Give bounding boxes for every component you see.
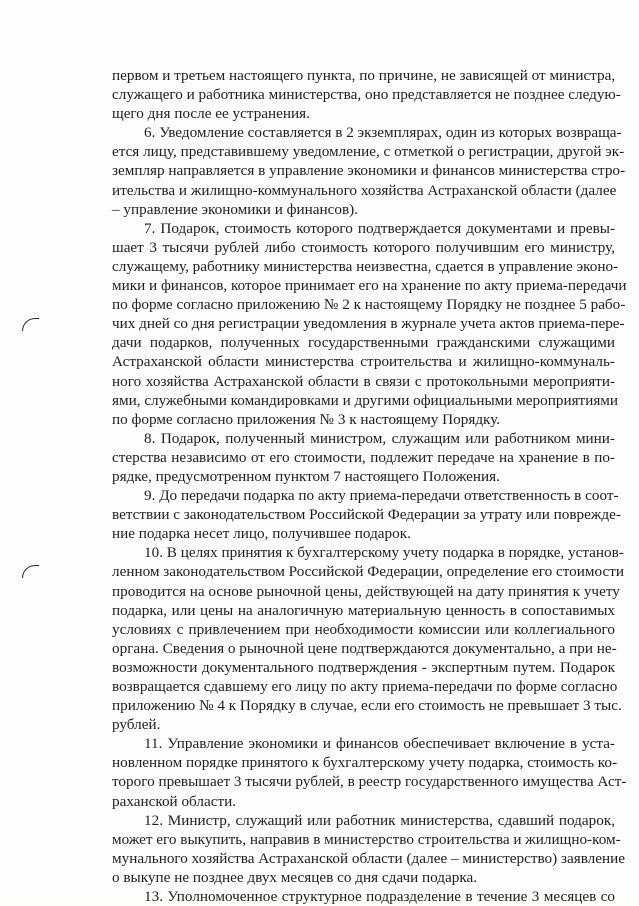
text-line: чих дней со дня регистрации уведомления в журнале учета актов приема-пере-: [112, 315, 625, 333]
punch-hole-mark-bottom: [22, 565, 39, 578]
text-line: рядке, предусмотренном пунктом 7 настоящего Положения.: [112, 467, 500, 485]
paragraph: [112, 429, 615, 486]
paragraph: [112, 486, 621, 543]
text-line: ленном законодательством Российской Федерации, определение его стоимости: [112, 563, 624, 581]
text-line: раханской области.: [112, 792, 237, 810]
paragraph: [112, 219, 627, 429]
paragraph: [112, 123, 626, 218]
text-line: подарка, или цены на аналогичную материальную ценность в сопоставимых: [112, 601, 615, 619]
text-line: рублей.: [112, 716, 161, 734]
paragraph: [112, 887, 615, 906]
text-line: ветствии с законодательством Российской Федерации за утрату или поврежде-: [112, 506, 621, 524]
text-line: возможности документального подтверждения - экспертным путем. Подарок: [112, 658, 615, 676]
text-line: 10. В целях принятия к бухгалтерскому учету подарка в порядке, установ-: [144, 544, 624, 562]
text-line: по форме согласно приложения № 3 к настоящему Порядку.: [112, 410, 501, 428]
text-line: 11. Управление экономики и финансов обеспечивает включение в уста-: [144, 735, 615, 753]
text-line: торого превышает 3 тысячи рублей, в реестр государственного имущества Аст-: [112, 773, 627, 791]
text-line: первом и третьем настоящего пункта, по причине, не зависящей от министра,: [112, 67, 616, 84]
text-line: проводится на основе рыночной цены, действующей на дату принятия к учету: [112, 582, 620, 600]
text-line: служащему, работнику министерства неизвестна, сдается в управление эконо-: [112, 257, 619, 275]
paragraph: [112, 734, 627, 810]
text-line: стерства независимо от его стоимости, подлежит передаче на хранение в по-: [112, 448, 615, 466]
paragraph: [112, 543, 624, 734]
text-line: ями, служебными командировками и другими официальными мероприятиями: [112, 391, 619, 409]
text-line: условиях с привлечением при необходимости комиссии или коллегиального: [112, 620, 615, 638]
text-line: земпляр направляется в управление экономики и финансов министерства стро-: [112, 162, 626, 180]
text-line: шает 3 тысячи рублей либо стоимость которого получившим его министру,: [112, 238, 615, 256]
text-line: Астраханской области министерства строительства и жилищно-коммуналь-: [112, 353, 615, 371]
text-line: ного хозяйства Астраханской области в связи с протокольными мероприяти-: [112, 372, 615, 390]
paragraph: [112, 811, 625, 887]
punch-hole-mark-top: [22, 318, 39, 331]
text-line: дачи подарков, полученных государственными гражданскими служащими: [112, 334, 615, 352]
text-line: новленном порядке принятого к бухгалтерскому учету подарка, стоимость ко-: [112, 754, 618, 772]
text-line: приложению № 4 к Порядку в случае, если его стоимость не превышает 3 тыс.: [112, 697, 622, 715]
text-line: ется лицу, представившему уведомление, с отметкой о регистрации, другой эк-: [112, 143, 625, 161]
text-line: ние подарка несет лицо, получившее подарок.: [112, 525, 411, 543]
text-line: ительства и жилищно-коммунального хозяйства Астраханской области (далее: [112, 181, 617, 199]
text-line: 8. Подарок, полученный министром, служащим или работником мини-: [144, 429, 615, 447]
text-line: мики и финансов, которое принимает его на хранение по акту приема-передачи: [112, 277, 627, 295]
text-line: служащего и работника министерства, оно представляется не позднее следую-: [112, 86, 621, 104]
text-line: о выкупе не позднее двух месяцев со дня сдачи подарка.: [112, 868, 478, 886]
text-line: 13. Уполномоченное структурное подразделение в течение 3 месяцев со: [144, 888, 615, 906]
text-line: щего дня после ее устранения.: [112, 105, 310, 123]
text-line: 9. До передачи подарка по акту приема-передачи ответственность в соот-: [144, 487, 619, 505]
document-body: [112, 66, 627, 906]
text-line: 12. Министр, служащий или работник министерства, сдавший подарок,: [144, 811, 615, 829]
text-line: – управление экономики и финансов).: [112, 200, 358, 218]
text-line: мунального хозяйства Астраханской области (далее – министерство) заявление: [112, 849, 625, 867]
text-line: по форме согласно приложению № 2 к настоящему Порядку не позднее 5 рабо-: [112, 296, 626, 314]
text-line: 6. Уведомление составляется в 2 экземплярах, один из которых возвраща-: [144, 124, 622, 142]
text-line: органа. Сведения о рыночной цене подтверждаются документально, а при не-: [112, 639, 617, 657]
text-line: 7. Подарок, стоимость которого подтверждается документами и превы-: [144, 219, 615, 237]
text-line: возвращается сдавшему его лицу по акту приема-передачи по форме согласно: [112, 678, 618, 695]
paragraph: [112, 66, 621, 123]
text-line: может его выкупить, направив в министерство строительства и жилищно-ком-: [112, 830, 621, 848]
